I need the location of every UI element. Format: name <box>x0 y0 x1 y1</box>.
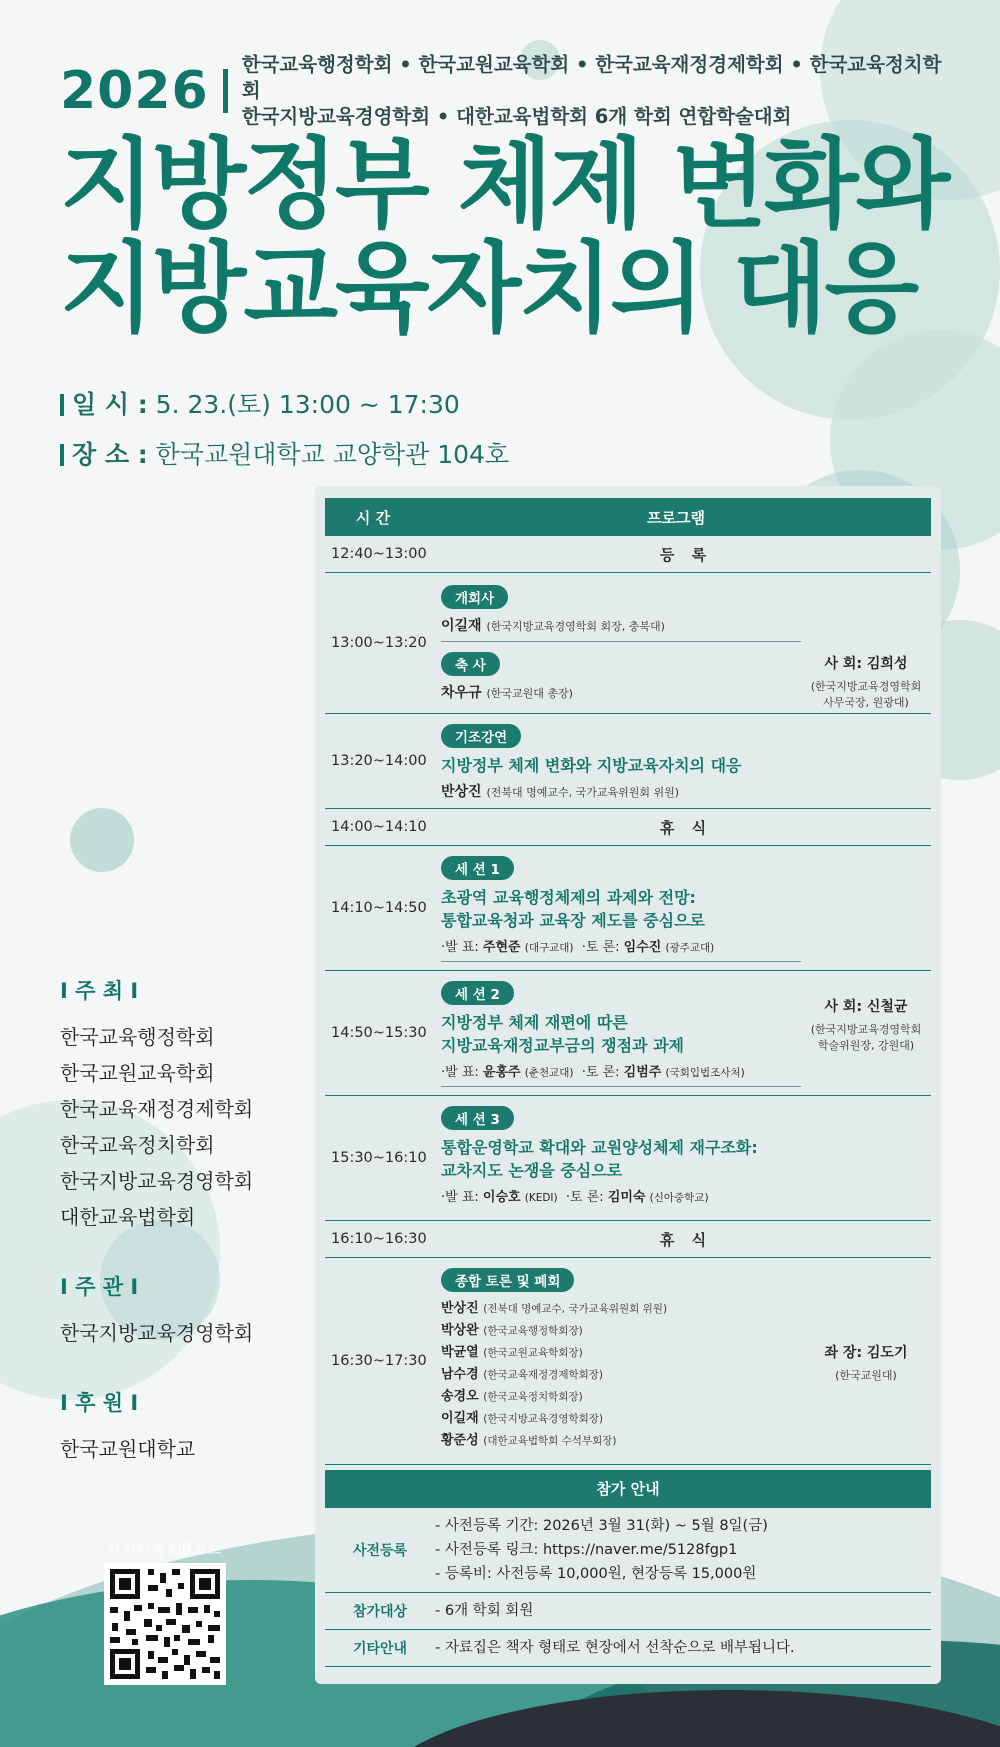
keynote-speaker: 반상진 (전북대 명예교수, 국가교육위원회 위원) <box>441 784 680 800</box>
session-3-pill: 세 션 3 <box>441 1106 514 1130</box>
host-org: 한국교원교육학회 <box>60 1061 215 1085</box>
host-list <box>60 1019 300 1235</box>
session-3-row: 15:30~16:10 세 션 3 통합운영학교 확대와 교원양성체제 재구조화: 교차지도 논쟁을 중심으로 ·발 표: 이승호 (KEDI) ·토 론: 김미숙 (신아중학교) <box>325 1096 931 1221</box>
host-org: 한국교육재정경제학회 <box>60 1097 254 1121</box>
session-1-speakers: ·발 표: 주현준 (대구교대) ·토 론: 임수진 (광주교대) <box>441 940 715 955</box>
congrats-pill: 축 사 <box>441 652 500 676</box>
session-1-title: 초광역 교육행정체제의 과제와 전망: 통합교육청과 교육장 제도를 중심으로 <box>441 888 706 930</box>
host-org: 한국교육행정학회 <box>60 1025 215 1049</box>
organizing-societies <box>242 52 960 130</box>
panelist: 박상완 (한국교육행정학회장) <box>441 1323 583 1338</box>
reg-period: - 사전등록 기간: 2026년 3월 31(화) ~ 5월 8일(금) <box>435 1518 768 1534</box>
organizer-heading: I 주 관 I <box>60 1275 139 1299</box>
break-row-2: 16:10~16:30 휴 식 <box>325 1221 931 1258</box>
target-row: 참가대상 - 6개 학회 회원 <box>325 1593 931 1630</box>
chair-3: 좌 장: 김도기 (한국교원대) <box>824 1345 908 1382</box>
col-program: 프로그램 <box>647 508 705 527</box>
session-2-title: 지방정부 체제 재편에 따른 지방교육재정교부금의 쟁점과 과제 <box>441 1013 684 1055</box>
host-org: 대한교육법학회 <box>60 1205 196 1229</box>
event-year: 2026 <box>60 61 209 121</box>
congrats-speaker: 차우규 (한국교원대 총장) <box>441 685 573 701</box>
date-time: 일 시 : 5. 23.(토) 13:00 ~ 17:30 <box>60 385 509 421</box>
panelist: 이길재 (한국지방교육경영학회장) <box>441 1411 603 1426</box>
sidebar-credits <box>60 975 300 1467</box>
break-row-1: 14:00~14:10 휴 식 <box>325 809 931 846</box>
chair-1: 사 회: 김희성 (한국지방교육경영학회 사무국장, 원광대) <box>810 656 922 709</box>
qr-label: 사전신청 QR코드 <box>107 1540 221 1558</box>
session-3-speakers: ·발 표: 이승호 (KEDI) ·토 론: 김미숙 (신아중학교) <box>441 1190 709 1205</box>
keynote-title: 지방정부 체제 변화와 지방교육자치의 대응 <box>441 756 742 775</box>
host-org: 한국지방교육경영학회 <box>60 1169 254 1193</box>
chair-2: 사 회: 신철균 (한국지방교육경영학회 학술위원장, 강원대) <box>810 999 922 1052</box>
registration-row: 12:40~13:00 등 록 <box>325 536 931 573</box>
pre-registration-row: 사전등록 - 사전등록 기간: 2026년 3월 31(화) ~ 5월 8일(금) - 사전등록 링크: https://naver.me/5128fgp1 - 등록비: 사전등록 10,000원, 현장등록 15,000원 <box>325 1508 931 1593</box>
organizer-org: 한국지방교육경영학회 <box>60 1321 254 1345</box>
reg-fee: - 등록비: 사전등록 10,000원, 현장등록 15,000원 <box>435 1566 757 1582</box>
orgs-line-1: 한국교육행정학회 • 한국교원교육학회 • 한국교육재정경제학회 • 한국교육정치학회 <box>241 53 942 102</box>
panelist: 반상진 (전북대 명예교수, 국가교육위원회 위원) <box>441 1301 668 1316</box>
orgs-line-2: 한국지방교육경영학회 • 대한교육법학회 6개 학회 연합학술대회 <box>241 105 792 128</box>
title-line-2: 지방교육자치의 대응 <box>60 232 917 346</box>
session-1-pill: 세 션 1 <box>441 856 514 880</box>
header <box>60 52 960 130</box>
title-line-1: 지방정부 체제 변화와 <box>60 128 948 242</box>
keynote-row: 13:20~14:00 기조강연 지방정부 체제 변화와 지방교육자치의 대응 반상진 (전북대 명예교수, 국가교육위원회 위원) <box>325 714 931 809</box>
sponsor-org: 한국교원대학교 <box>60 1437 196 1461</box>
host-org: 한국교육정치학회 <box>60 1133 215 1157</box>
session-1-row: 14:10~14:50 세 션 1 초광역 교육행정체제의 과제와 전망: 통합교육청과 교육장 제도를 중심으로 ·발 표: 주현준 (대구교대) ·토 론: 임수진 (광주교대) <box>325 846 931 971</box>
opening-speaker: 이길재 (한국지방교육경영학회 회장, 충북대) <box>441 618 665 634</box>
col-time: 시 간 <box>355 508 391 527</box>
schedule-header <box>325 498 931 536</box>
divider-bar <box>223 69 228 113</box>
opening-row: 13:00~13:20 개회사 이길재 (한국지방교육경영학회 회장, 충북대) 축 사 차우규 (한국교원대 총장) <box>325 573 931 714</box>
session-2-speakers: ·발 표: 윤홍주 (춘천교대) ·토 론: 김범주 (국회입법조사처) <box>441 1065 745 1080</box>
participation-heading: 참가 안내 <box>325 1470 931 1508</box>
event-info <box>60 385 509 485</box>
other-row: 기타안내 - 자료집은 책자 형태로 현장에서 선착순으로 배부됩니다. <box>325 1630 931 1667</box>
host-heading: I 주 최 I <box>60 979 139 1003</box>
venue: 장 소 : 한국교원대학교 교양학관 104호 <box>60 435 509 471</box>
panelist: 남수경 (한국교육재정경제학회장) <box>441 1367 603 1382</box>
participation-info <box>325 1470 931 1667</box>
session-3-title: 통합운영학교 확대와 교원양성체제 재구조화: 교차지도 논쟁을 중심으로 <box>441 1138 758 1180</box>
panelist: 박균열 (한국교원교육학회장) <box>441 1345 583 1360</box>
discussion-row: 16:30~17:30 종합 토론 및 폐회 반상진 (전북대 명예교수, 국가교육위원회 위원) 박상완 (한국교육행정학회장) 박균열 (한국교원교육학회장) 남수경 (한국교육재정경제학회장) 송경오 (한국교육정치학회장) 이길재 (한국지방교육경영학회장) 황준성 (대한교육법학회 수석부회장) 좌 장: 김도기 (한국교원대) <box>325 1258 931 1465</box>
opening-remarks-pill: 개회사 <box>441 585 508 609</box>
session-2-row: 14:50~15:30 세 션 2 지방정부 체제 재편에 따른 지방교육재정교부금의 쟁점과 과제 ·발 표: 윤홍주 (춘천교대) ·토 론: 김범주 (국회입법조사처) <box>325 971 931 1096</box>
panelist: 황준성 (대한교육법학회 수석부회장) <box>441 1433 617 1448</box>
qr-code[interactable] <box>104 1563 226 1685</box>
panelist: 송경오 (한국교육정치학회장) <box>441 1389 583 1404</box>
reg-link[interactable]: - 사전등록 링크: https://naver.me/5128fgp1 <box>435 1542 738 1558</box>
schedule-table <box>325 498 931 1465</box>
event-title <box>60 128 948 346</box>
sponsor-heading: I 후 원 I <box>60 1391 139 1415</box>
keynote-pill: 기조강연 <box>441 724 521 748</box>
session-2-pill: 세 션 2 <box>441 981 514 1005</box>
discussion-pill: 종합 토론 및 폐회 <box>441 1268 574 1292</box>
